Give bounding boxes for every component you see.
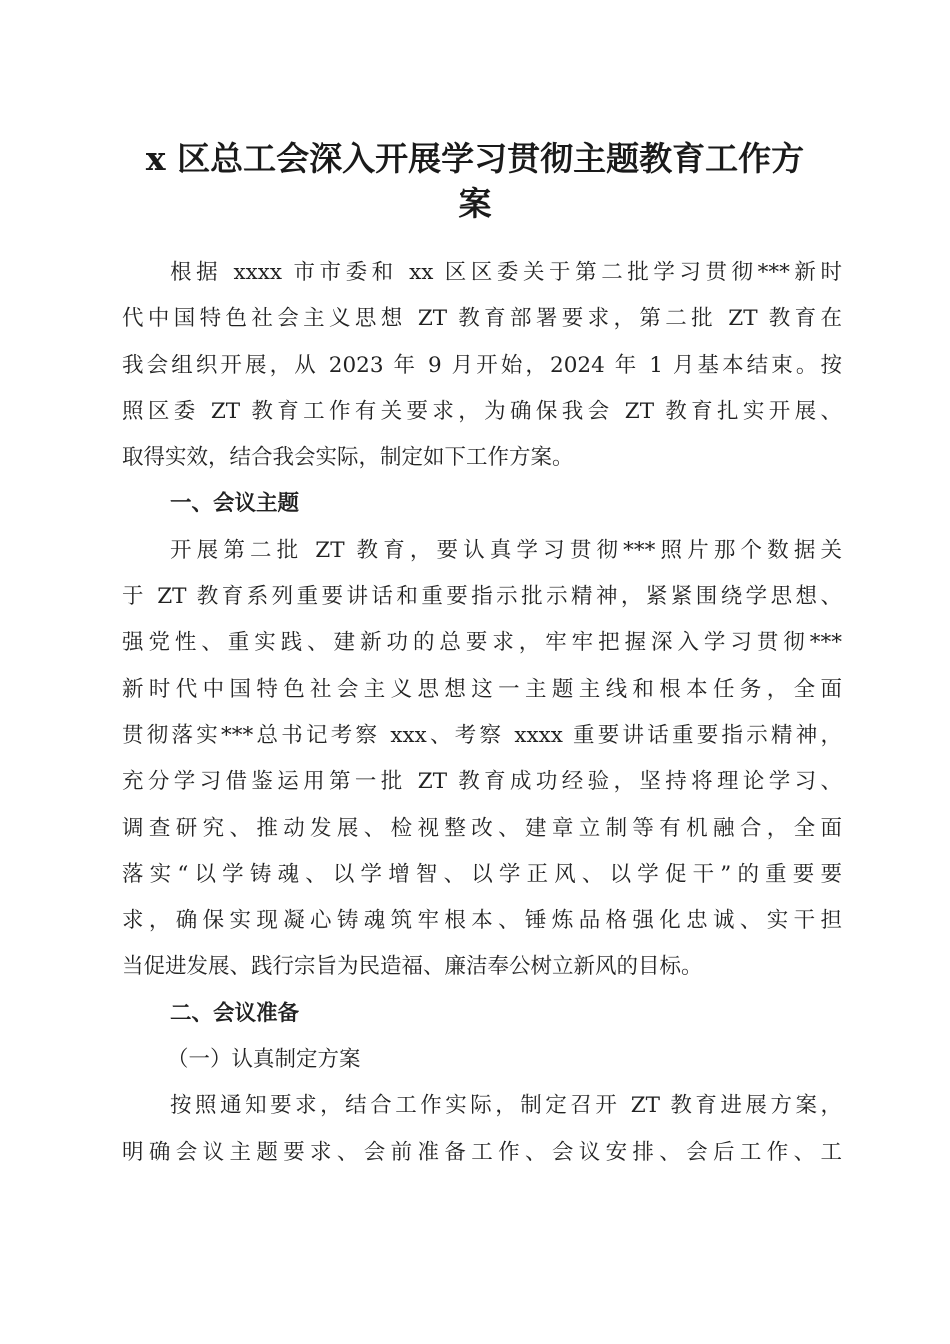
text-line: 我会组织开展，从 2023 年 9 月开始，2024 年 1 月基本结束。按	[122, 352, 842, 378]
subsection-heading	[122, 1037, 842, 1083]
subheading-text: （一）认真制定方案	[167, 1047, 361, 1073]
paragraph	[122, 1083, 842, 1176]
text-line: 落实“以学铸魂、以学增智、以学正风、以学促干”的重要要	[122, 861, 842, 887]
document-title	[100, 136, 850, 226]
text-line: 按照通知要求，结合工作实际，制定召开 ZT 教育进展方案，	[170, 1093, 842, 1119]
document-body	[122, 250, 842, 1176]
text-line: 贯彻落实***总书记考察 xxx、考察 xxxx 重要讲话重要指示精神，	[122, 722, 842, 748]
text-line: 照区委 ZT 教育工作有关要求，为确保我会 ZT 教育扎实开展、	[122, 398, 842, 424]
text-line: 充分学习借鉴运用第一批 ZT 教育成功经验，坚持将理论学习、	[122, 769, 842, 795]
heading-text: 二、会议准备	[170, 1000, 300, 1026]
title-line: 案	[458, 184, 492, 223]
paragraph	[122, 250, 842, 481]
heading-text: 一、会议主题	[170, 491, 300, 517]
text-line: 根据 xxxx 市市委和 xx 区区委关于第二批学习贯彻***新时	[170, 260, 842, 285]
text-line: 取得实效，结合我会实际，制定如下工作方案。	[122, 445, 574, 471]
text-line: 新时代中国特色社会主义思想这一主题主线和根本任务，全面	[122, 676, 842, 702]
text-line: 当促进发展、践行宗旨为民造福、廉洁奉公树立新风的目标。	[122, 954, 703, 980]
section-heading	[122, 481, 842, 527]
text-line: 求，确保实现凝心铸魂筑牢根本、锤炼品格强化忠诚、实干担	[122, 908, 842, 934]
text-line: 调查研究、推动发展、检视整改、建章立制等有机融合，全面	[122, 815, 842, 841]
text-line: 代中国特色社会主义思想 ZT 教育部署要求，第二批 ZT 教育在	[122, 306, 842, 332]
text-line: 于 ZT 教育系列重要讲话和重要指示批示精神，紧紧围绕学思想、	[122, 584, 842, 610]
paragraph	[122, 528, 842, 991]
section-heading	[122, 991, 842, 1037]
text-line: 强党性、重实践、建新功的总要求，牢牢把握深入学习贯彻***	[122, 630, 842, 656]
title-line: x 区总工会深入开展学习贯彻主题教育工作方	[145, 139, 805, 178]
text-line: 开展第二批 ZT 教育，要认真学习贯彻***照片那个数据关	[170, 537, 842, 563]
text-line: 明确会议主题要求、会前准备工作、会议安排、会后工作、工	[122, 1139, 842, 1165]
